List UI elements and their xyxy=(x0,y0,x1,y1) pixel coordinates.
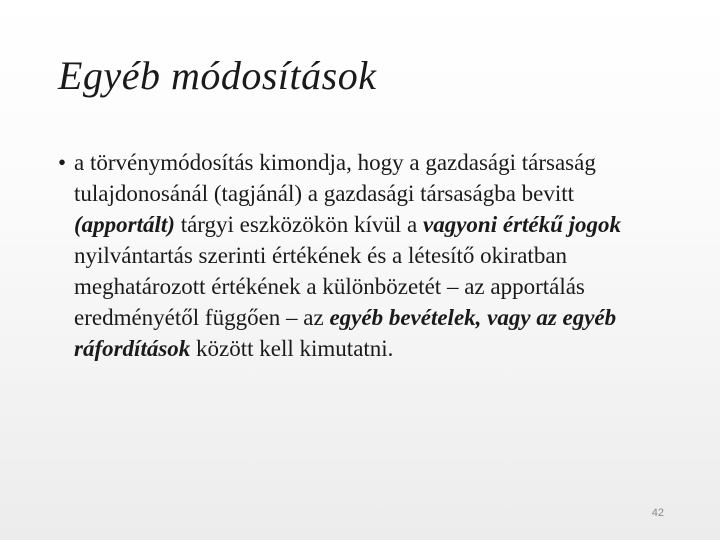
emphasis-vagyoni-erteku-jogok: vagyoni értékű jogok xyxy=(423,212,622,237)
emphasis-apportalt: (apportált) xyxy=(74,212,175,237)
bullet-list xyxy=(58,147,678,364)
bullet-text-part-4: között kell kimutatni. xyxy=(190,336,394,361)
bullet-text-part-1: a törvénymódosítás kimondja, hogy a gazdasági társaság tulajdonosánál (tagjánál) a gazdasági társaságba bevitt xyxy=(74,150,596,206)
bullet-text-part-2: tárgyi eszközökön kívül a xyxy=(174,212,424,237)
bullet-text-part-3: nyilvántartás szerinti értékének és a létesítő okiratban meghatározott értékének a különbözetét – az apportálás eredményétől függően – az xyxy=(74,243,585,330)
page-number: 42 xyxy=(651,507,664,519)
bullet-marker: • xyxy=(58,150,67,175)
slide-title: Egyéb módosítások xyxy=(58,53,377,98)
bullet-item xyxy=(58,147,678,364)
emphasis-egyeb-bevetelek-raforditasok: egyéb bevételek, vagy az egyéb ráfordítások xyxy=(74,305,617,361)
